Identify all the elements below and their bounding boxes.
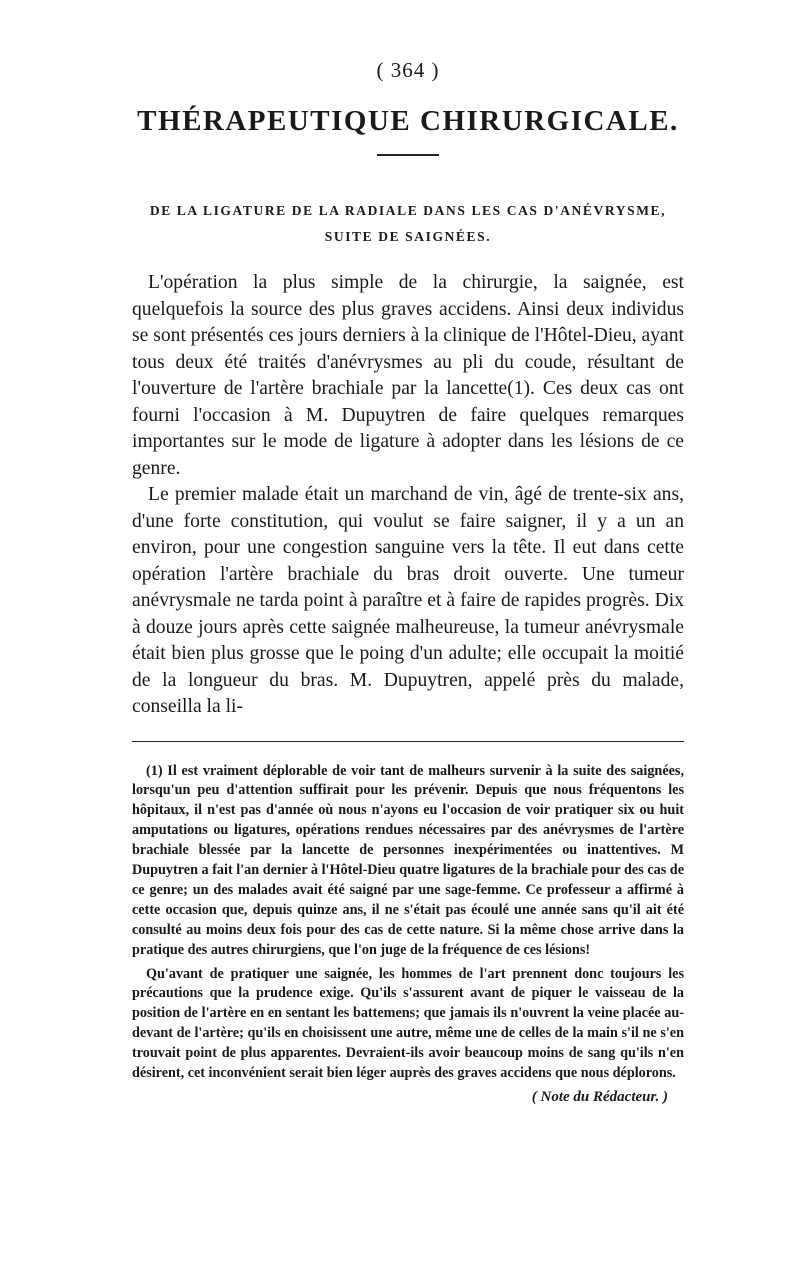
body-paragraph-1: L'opération la plus simple de la chirurgie, la saignée, est quelquefois la source des plus graves accidens. Ainsi deux individus se sont présentés ces jours derniers à la clinique de l'Hôtel-Dieu, ayant tous deux été traités d'anévrysmes au pli du coude, résultant de l'ouverture de l'artère brachiale par la lancette(1). Ces deux cas ont fourni l'occasion à M. Dupuytren de faire quelques remarques importantes sur le mode de ligature à adopter dans les lésions de ce genre. — [132, 272, 684, 479]
footnote-paragraph-1: (1) Il est vraiment déplorable de voir tant de malheurs survenir à la suite des saignées, lorsqu'un peu d'attention suffirait pour les prévenir. Depuis que nous fréquentons les hôpitaux, il n'est pas d'année où nous n'ayons eu l'occasion de voir pratiquer six ou huit amputations ou ligatures, opérations rendues nécessaires par des anévrysmes de l'artère brachiale blessée par la lancette de personnes inexpérimentées ou inattentives. M Dupuytren a fait l'an dernier à l'Hôtel-Dieu quatre ligatures de la brachiale pour des cas de ce genre; un des malades avait été saigné par une sage-femme. Ce professeur a affirmé à cette occasion que, depuis quinze ans, il ne s'était pas écoulé une année sans qu'il ait été consulté au moins deux fois pour des cas de cette nature. Si la même chose arrive dans la pratique des autres chirurgiens, que l'on juge de la fréquence de ces lésions! — [132, 762, 684, 958]
title-divider — [377, 154, 439, 156]
footnote-paragraph-2: Qu'avant de pratiquer une saignée, les hommes de l'art prennent donc toujours les précautions que la prudence exige. Qu'ils s'assurent avant de piquer le vaisseau de la position de l'artère en en sentant les battemens; que jamais ils n'ouvrent la veine placée au-devant de l'artère; qu'ils en choisissent une autre, même une de celles de la main s'il ne s'en trouvait point de plus apparentes. Devraient-ils avoir beaucoup moins de sang qu'ils n'en désirent, cet inconvénient serait bien léger auprès des graves accidens que nous déplorons. — [132, 965, 684, 1082]
note-credit: ( Note du Rédacteur. ) — [531, 1089, 668, 1105]
article-title-line-1: DE LA LIGATURE DE LA RADIALE DANS LES CAS D'ANÉVRYSME, — [149, 203, 667, 218]
article-body — [132, 270, 684, 721]
page-number: ( 364 ) — [376, 58, 440, 82]
footnote — [132, 762, 684, 1108]
article-title — [132, 198, 684, 250]
body-paragraph-2: Le premier malade était un marchand de vin, âgé de trente-six ans, d'une forte constitution, qui voulut se faire saigner, il y a un an environ, pour une congestion sanguine vers la tête. Il eut dans cette opération l'artère brachiale du bras droit ouverte. Une tumeur anévrysmale ne tarda point à paraître et à faire de rapides progrès. Dix à douze jours après cette saignée malheureuse, la tumeur anévrysmale était bien plus grosse que le poing d'un adulte; elle occupait la moitié de la longueur du bras. M. Dupuytren, appelé près du malade, conseilla la li- — [132, 484, 684, 717]
article-title-line-2: SUITE DE SAIGNÉES. — [324, 229, 492, 244]
section-title: THÉRAPEUTIQUE CHIRURGICALE. — [137, 105, 679, 137]
footnote-divider — [132, 741, 684, 742]
